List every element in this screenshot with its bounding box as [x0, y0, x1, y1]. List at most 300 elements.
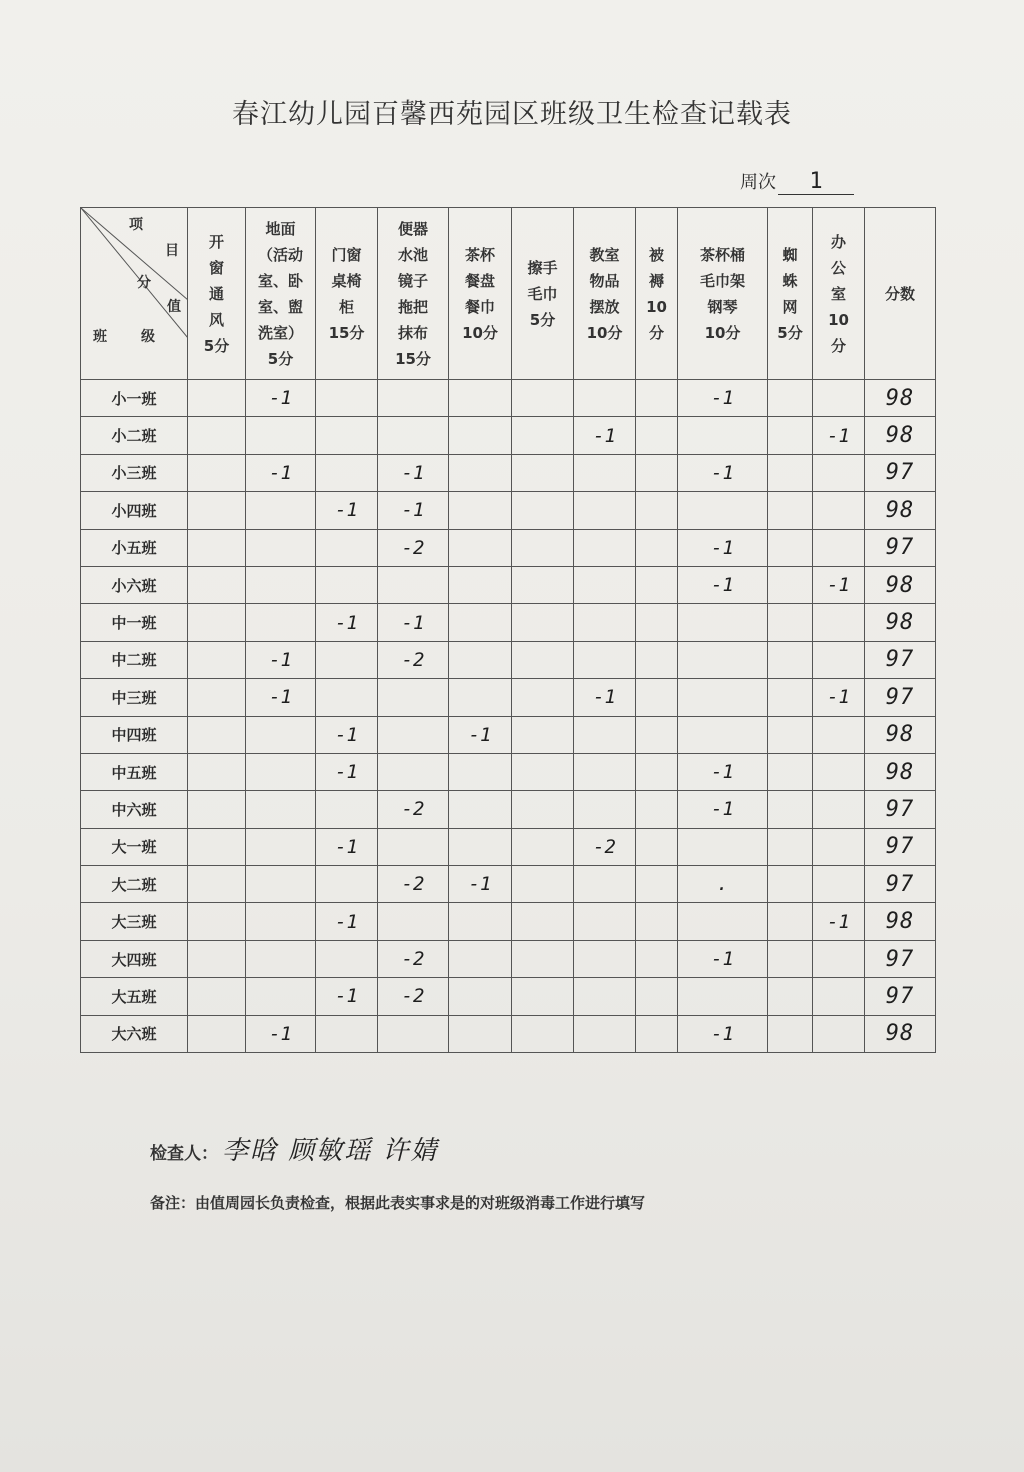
deduction-cell: -2: [378, 529, 449, 566]
score-cell: 98: [865, 417, 936, 454]
deduction-cell: [768, 716, 813, 753]
column-header-line: 门窗: [331, 245, 362, 264]
table-row: [81, 753, 936, 790]
column-header-line: 10分: [462, 323, 498, 342]
column-header-line: 5分: [203, 336, 230, 355]
column-header-line: 分: [830, 336, 846, 355]
column-header-line: 拖把: [397, 297, 428, 316]
score-cell: 97: [865, 641, 936, 678]
deduction-cell: [512, 454, 574, 491]
header-row: [81, 208, 936, 380]
column-header-line: 5分: [267, 349, 294, 368]
column-header-line: 教室: [589, 245, 620, 264]
corner-label-fen: 分: [137, 275, 151, 291]
deduction-cell: [636, 604, 678, 641]
deduction-cell: -1: [813, 903, 865, 940]
deduction-cell: [813, 604, 865, 641]
deduction-cell: [768, 641, 813, 678]
deduction-cell: [678, 604, 768, 641]
column-header-line: 15分: [395, 349, 431, 368]
deduction-cell: [188, 716, 246, 753]
deduction-cell: [449, 903, 512, 940]
deduction-cell: [813, 828, 865, 865]
column-header-line: 室、盥: [257, 297, 303, 316]
deduction-cell: [188, 679, 246, 716]
class-name: 大六班: [81, 1015, 188, 1052]
deduction-cell: [636, 641, 678, 678]
deduction-cell: -2: [574, 828, 636, 865]
deduction-cell: [813, 753, 865, 790]
week-label: 周次: [740, 172, 776, 193]
deduction-cell: -1: [678, 940, 768, 977]
deduction-cell: [678, 492, 768, 529]
deduction-cell: -1: [678, 529, 768, 566]
corner-label-zhi: 值: [167, 299, 181, 315]
deduction-cell: -2: [378, 791, 449, 828]
column-header-3: [316, 208, 378, 380]
column-header-7: [574, 208, 636, 380]
deduction-cell: [678, 679, 768, 716]
column-header-line: 网: [782, 297, 798, 316]
deduction-cell: [378, 679, 449, 716]
deduction-cell: [316, 454, 378, 491]
deduction-cell: [512, 791, 574, 828]
deduction-cell: [449, 791, 512, 828]
inspector-line: [150, 1130, 439, 1167]
deduction-cell: [574, 1015, 636, 1052]
class-name: 大五班: [81, 978, 188, 1015]
deduction-cell: -1: [678, 791, 768, 828]
table-row: [81, 866, 936, 903]
column-header-line: 水池: [397, 245, 428, 264]
deduction-cell: [188, 492, 246, 529]
deduction-cell: -1: [316, 828, 378, 865]
deduction-cell: -1: [678, 1015, 768, 1052]
corner-label-ji: 级: [141, 329, 155, 345]
deduction-cell: [768, 791, 813, 828]
deduction-cell: [574, 791, 636, 828]
deduction-cell: [813, 940, 865, 977]
column-header-line: 茶杯桶: [699, 245, 745, 264]
deduction-cell: -1: [813, 679, 865, 716]
deduction-cell: [512, 492, 574, 529]
deduction-cell: [246, 604, 316, 641]
week-field: [740, 168, 854, 195]
deduction-cell: [574, 716, 636, 753]
deduction-cell: [449, 417, 512, 454]
deduction-cell: [574, 529, 636, 566]
inspector-label: 检查人：: [150, 1144, 218, 1164]
deduction-cell: -1: [449, 866, 512, 903]
column-header-line: 10分: [586, 323, 623, 342]
corner-label-ban: 班: [93, 329, 107, 345]
deduction-cell: [636, 417, 678, 454]
class-name: 中四班: [81, 716, 188, 753]
deduction-cell: [512, 753, 574, 790]
column-header-line: 擦手: [527, 258, 558, 277]
deduction-cell: [678, 716, 768, 753]
deduction-cell: [768, 679, 813, 716]
table-row: [81, 641, 936, 678]
class-name: 中二班: [81, 641, 188, 678]
deduction-cell: [636, 791, 678, 828]
corner-cell: [81, 208, 188, 380]
deduction-cell: [636, 716, 678, 753]
deduction-cell: [449, 753, 512, 790]
class-name: 大二班: [81, 866, 188, 903]
column-header-line: 镜子: [397, 271, 428, 290]
deduction-cell: [813, 716, 865, 753]
deduction-cell: -1: [316, 604, 378, 641]
deduction-cell: [188, 417, 246, 454]
deduction-cell: [813, 978, 865, 1015]
deduction-cell: -1: [813, 417, 865, 454]
column-header-line: 摆放: [589, 297, 620, 316]
deduction-cell: [188, 791, 246, 828]
deduction-cell: [574, 492, 636, 529]
deduction-cell: [768, 753, 813, 790]
table-body: [81, 380, 936, 1053]
deduction-cell: [378, 753, 449, 790]
class-name: 小四班: [81, 492, 188, 529]
table-row: [81, 679, 936, 716]
deduction-cell: [678, 828, 768, 865]
score-cell: 98: [865, 380, 936, 417]
column-header-line: 公: [830, 258, 846, 277]
deduction-cell: [246, 828, 316, 865]
deduction-cell: [449, 454, 512, 491]
column-header-line: 风: [208, 310, 224, 329]
deduction-cell: [678, 978, 768, 1015]
column-header-line: 10: [828, 310, 849, 329]
score-cell: 98: [865, 716, 936, 753]
deduction-cell: [449, 380, 512, 417]
deduction-cell: [246, 566, 316, 603]
deduction-cell: -2: [378, 866, 449, 903]
deduction-cell: -2: [378, 641, 449, 678]
deduction-cell: [636, 492, 678, 529]
deduction-cell: -1: [316, 903, 378, 940]
column-header-line: 被: [648, 245, 664, 264]
deduction-cell: -1: [246, 1015, 316, 1052]
deduction-cell: [316, 866, 378, 903]
column-header-line: 开: [208, 232, 224, 251]
deduction-cell: [449, 978, 512, 1015]
form-title: 春江幼儿园百馨西苑园区班级卫生检查记载表: [232, 99, 792, 130]
deduction-cell: [574, 566, 636, 603]
deduction-cell: -1: [813, 566, 865, 603]
score-cell: 98: [865, 1015, 936, 1052]
deduction-cell: -2: [378, 940, 449, 977]
deduction-cell: -1: [678, 454, 768, 491]
deduction-cell: [316, 641, 378, 678]
column-header-line: 便器: [397, 219, 428, 238]
score-cell: 97: [865, 866, 936, 903]
deduction-cell: [188, 380, 246, 417]
deduction-cell: [449, 940, 512, 977]
deduction-cell: [813, 791, 865, 828]
deduction-cell: [188, 753, 246, 790]
class-name: 小三班: [81, 454, 188, 491]
column-header-line: 餐盘: [464, 271, 495, 290]
deduction-cell: [574, 380, 636, 417]
deduction-cell: [188, 641, 246, 678]
score-cell: 97: [865, 529, 936, 566]
column-header-4: [378, 208, 449, 380]
table-row: [81, 454, 936, 491]
column-header-line: 10: [646, 297, 667, 316]
column-header-8: [636, 208, 678, 380]
deduction-cell: [768, 380, 813, 417]
deduction-cell: [636, 1015, 678, 1052]
column-header-line: 褥: [648, 271, 664, 290]
column-header-line: 地面: [265, 219, 296, 238]
inspector-signatures: 李晗 顾敏瑶 许婧: [222, 1136, 439, 1166]
score-cell: 98: [865, 492, 936, 529]
deduction-cell: [636, 903, 678, 940]
corner-label-mu: 目: [165, 243, 179, 259]
deduction-cell: -1: [246, 679, 316, 716]
table-row: [81, 1015, 936, 1052]
table-row: [81, 566, 936, 603]
column-header-5: [449, 208, 512, 380]
column-header-1: [188, 208, 246, 380]
deduction-cell: [768, 978, 813, 1015]
deduction-cell: [246, 716, 316, 753]
class-name: 大三班: [81, 903, 188, 940]
column-header-2: [246, 208, 316, 380]
deduction-cell: [378, 417, 449, 454]
deduction-cell: [449, 604, 512, 641]
deduction-cell: [378, 1015, 449, 1052]
column-header-line: 办: [830, 232, 846, 251]
deduction-cell: [636, 940, 678, 977]
class-name: 中一班: [81, 604, 188, 641]
deduction-cell: [512, 828, 574, 865]
deduction-cell: [636, 566, 678, 603]
table-row: [81, 828, 936, 865]
deduction-cell: [574, 454, 636, 491]
deduction-cell: [246, 866, 316, 903]
deduction-cell: -1: [574, 417, 636, 454]
deduction-cell: [316, 529, 378, 566]
deduction-cell: -2: [378, 978, 449, 1015]
deduction-cell: -1: [678, 380, 768, 417]
column-header-line: 餐巾: [464, 297, 495, 316]
deduction-cell: [574, 604, 636, 641]
deduction-cell: [813, 529, 865, 566]
deduction-cell: [574, 978, 636, 1015]
column-header-line: 毛巾: [527, 284, 558, 303]
column-header-line: 毛巾架: [699, 271, 745, 290]
week-value: 1: [778, 169, 854, 195]
deduction-cell: [813, 492, 865, 529]
deduction-cell: [188, 866, 246, 903]
remark-note: 备注：由值周园长负责检查，根据此表实事求是的对班级消毒工作进行填写: [150, 1194, 646, 1212]
deduction-cell: [678, 903, 768, 940]
column-header-11: [813, 208, 865, 380]
deduction-cell: [316, 940, 378, 977]
deduction-cell: [768, 828, 813, 865]
deduction-cell: [813, 380, 865, 417]
column-header-line: 5分: [529, 310, 556, 329]
score-cell: 98: [865, 903, 936, 940]
column-header-line: 钢琴: [707, 297, 738, 316]
deduction-cell: [246, 978, 316, 1015]
column-header-line: 室、卧: [257, 271, 303, 290]
deduction-cell: [316, 1015, 378, 1052]
deduction-cell: [512, 417, 574, 454]
score-cell: 97: [865, 679, 936, 716]
table-row: [81, 492, 936, 529]
deduction-cell: [188, 978, 246, 1015]
deduction-cell: [449, 828, 512, 865]
deduction-cell: [188, 454, 246, 491]
table-row: [81, 380, 936, 417]
deduction-cell: -1: [246, 380, 316, 417]
column-header-line: 分数: [884, 284, 915, 303]
column-header-12: [865, 208, 936, 380]
deduction-cell: [188, 529, 246, 566]
deduction-cell: [512, 380, 574, 417]
deduction-cell: [813, 866, 865, 903]
deduction-cell: [768, 454, 813, 491]
score-cell: 98: [865, 753, 936, 790]
deduction-cell: [246, 492, 316, 529]
deduction-cell: [246, 753, 316, 790]
deduction-cell: [246, 903, 316, 940]
deduction-cell: [512, 1015, 574, 1052]
deduction-cell: [316, 791, 378, 828]
column-header-line: （活动: [257, 245, 303, 264]
column-header-9: [678, 208, 768, 380]
column-header-line: 5分: [777, 323, 803, 342]
deduction-cell: [512, 978, 574, 1015]
deduction-cell: [449, 566, 512, 603]
deduction-cell: [449, 679, 512, 716]
column-header-line: 蛛: [782, 271, 798, 290]
deduction-cell: [246, 529, 316, 566]
deduction-cell: [636, 454, 678, 491]
deduction-cell: [378, 828, 449, 865]
deduction-cell: [188, 828, 246, 865]
score-cell: 97: [865, 978, 936, 1015]
deduction-cell: [512, 716, 574, 753]
deduction-cell: [512, 866, 574, 903]
deduction-cell: [188, 604, 246, 641]
table-row: [81, 940, 936, 977]
deduction-cell: [449, 529, 512, 566]
deduction-cell: [512, 604, 574, 641]
deduction-cell: -1: [316, 492, 378, 529]
class-name: 中五班: [81, 753, 188, 790]
column-header-line: 窗: [208, 258, 224, 277]
table-row: [81, 903, 936, 940]
score-cell: 98: [865, 604, 936, 641]
column-header-line: 室: [830, 284, 846, 303]
column-header-line: 茶杯: [464, 245, 495, 264]
deduction-cell: -1: [246, 641, 316, 678]
deduction-cell: [378, 903, 449, 940]
deduction-cell: [246, 417, 316, 454]
table-row: [81, 529, 936, 566]
deduction-cell: [378, 566, 449, 603]
deduction-cell: -1: [678, 753, 768, 790]
column-header-line: 柜: [338, 297, 354, 316]
column-header-line: 通: [208, 284, 224, 303]
deduction-cell: [574, 641, 636, 678]
deduction-cell: -1: [574, 679, 636, 716]
deduction-cell: [512, 529, 574, 566]
deduction-cell: [512, 641, 574, 678]
class-name: 小六班: [81, 566, 188, 603]
deduction-cell: [768, 492, 813, 529]
deduction-cell: [574, 903, 636, 940]
deduction-cell: [316, 380, 378, 417]
deduction-cell: [678, 417, 768, 454]
deduction-cell: [188, 566, 246, 603]
deduction-cell: [512, 679, 574, 716]
table-row: [81, 791, 936, 828]
column-header-line: 蜘: [782, 245, 798, 264]
deduction-cell: [188, 940, 246, 977]
deduction-cell: [768, 1015, 813, 1052]
deduction-cell: [316, 679, 378, 716]
column-header-line: 洗室）: [257, 323, 303, 342]
class-name: 大一班: [81, 828, 188, 865]
deduction-cell: [813, 1015, 865, 1052]
deduction-cell: [316, 566, 378, 603]
column-header-line: 10分: [704, 323, 741, 342]
deduction-cell: [574, 753, 636, 790]
score-cell: 97: [865, 454, 936, 491]
score-cell: 97: [865, 940, 936, 977]
deduction-cell: [813, 641, 865, 678]
deduction-cell: [378, 380, 449, 417]
deduction-cell: [636, 529, 678, 566]
column-header-line: 抹布: [397, 323, 428, 342]
deduction-cell: [768, 417, 813, 454]
deduction-cell: .: [678, 866, 768, 903]
deduction-cell: [636, 866, 678, 903]
column-header-line: 物品: [589, 271, 620, 290]
deduction-cell: -1: [246, 454, 316, 491]
deduction-cell: -1: [316, 753, 378, 790]
deduction-cell: [188, 903, 246, 940]
deduction-cell: [378, 716, 449, 753]
column-header-line: 桌椅: [331, 271, 362, 290]
class-name: 小五班: [81, 529, 188, 566]
column-header-line: 15分: [328, 323, 365, 342]
deduction-cell: [768, 529, 813, 566]
deduction-cell: -1: [316, 716, 378, 753]
class-name: 大四班: [81, 940, 188, 977]
score-cell: 97: [865, 791, 936, 828]
class-name: 中六班: [81, 791, 188, 828]
deduction-cell: [246, 940, 316, 977]
deduction-cell: [512, 566, 574, 603]
deduction-cell: [449, 492, 512, 529]
class-name: 小二班: [81, 417, 188, 454]
class-name: 中三班: [81, 679, 188, 716]
deduction-cell: [768, 866, 813, 903]
deduction-cell: [449, 641, 512, 678]
column-header-10: [768, 208, 813, 380]
table-row: [81, 604, 936, 641]
deduction-cell: -1: [449, 716, 512, 753]
deduction-cell: [768, 940, 813, 977]
deduction-cell: [768, 604, 813, 641]
